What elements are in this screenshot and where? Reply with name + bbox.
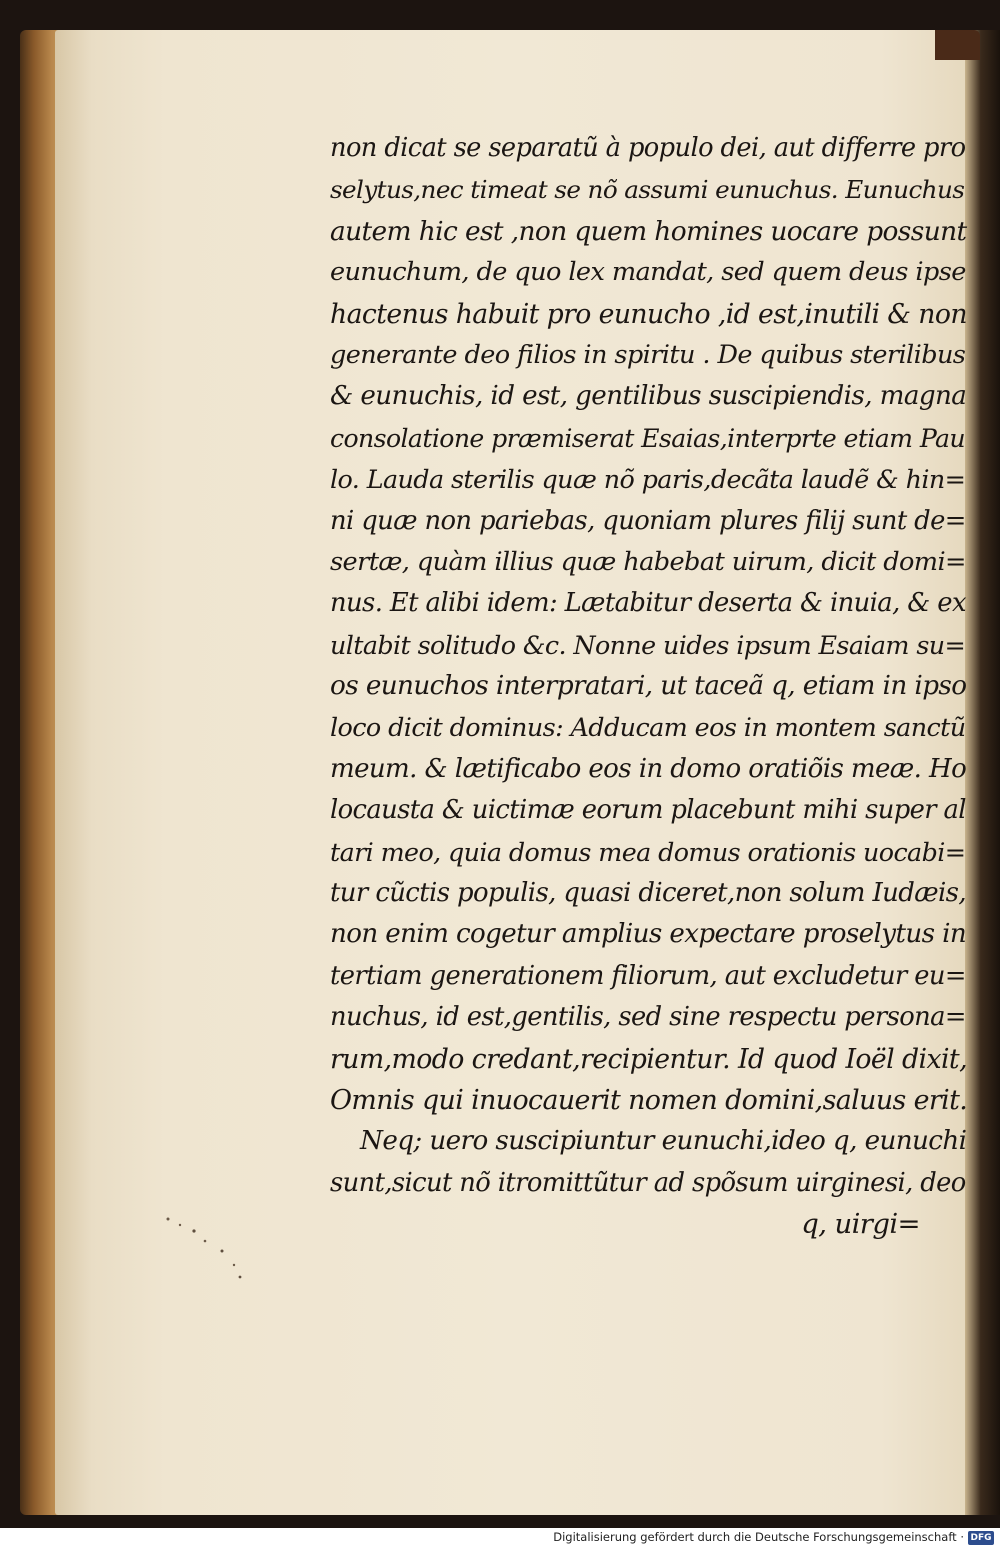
text-line: non dicat se separatũ à populo dei, aut differre pro: [330, 133, 966, 163]
text-line: lo. Lauda sterilis quæ nõ paris,decãta laudẽ & hin=: [330, 464, 966, 495]
text-line: sertæ, quàm illius quæ habebat uirum, dicit domi=: [330, 546, 966, 577]
text-line: loco dicit dominus: Adducam eos in montem sanctũ: [330, 712, 966, 743]
text-line: autem hic est ,non quem homines uocare possunt: [330, 215, 967, 247]
book-corner: [935, 30, 980, 60]
text-line: meum. & lætificabo eos in domo oratiõis meæ. Ho: [330, 753, 967, 784]
page-text: [330, 128, 970, 1246]
text-line: selytus,nec timeat se nõ assumi eunuchus. Eunuchus: [330, 175, 965, 205]
footer-credit: Digitalisierung gefördert durch die Deutsche Forschungsgemeinschaft ·: [553, 1530, 964, 1544]
text-line: sunt,sicut nõ itromittũtur ad spõsum uirginesi, deo: [330, 1167, 966, 1198]
text-line: locausta & uictimæ eorum placebunt mihi super al: [330, 795, 966, 826]
catchword: q, uirgi=: [801, 1208, 920, 1241]
page-gutter-shadow: [965, 30, 1000, 1515]
footer-bar: [0, 1528, 1000, 1549]
text-line: non enim cogetur amplius expectare proselytus in: [330, 919, 967, 950]
text-line: Omnis qui inuocauerit nomen domini,saluus erit.: [330, 1084, 968, 1116]
text-line: rum,modo credant,recipientur. Id quod Ioël dixit,: [330, 1043, 967, 1075]
text-line: tertiam generationem filiorum, aut excludetur eu=: [330, 960, 966, 991]
text-line: consolatione præmiserat Esaias,interprte etiam Pau: [330, 423, 966, 453]
dfg-logo-icon: DFG: [968, 1531, 994, 1545]
text-line: nus. Et alibi idem: Lætabitur deserta & inuia, & ex: [330, 588, 966, 619]
paper-specks: [160, 1215, 250, 1285]
text-line: eunuchum, de quo lex mandat, sed quem deus ipse: [330, 257, 966, 288]
paragraph-first-line: Neq; uero suscipiuntur eunuchi,ideo q, eunuchi: [360, 1126, 967, 1157]
text-line: nuchus, id est,gentilis, sed sine respectu persona=: [330, 1002, 966, 1033]
text-line: hactenus habuit pro eunucho ,id est,inutili & non: [330, 298, 967, 330]
text-line: ultabit solitudo &c. Nonne uides ipsum Esaiam su=: [330, 629, 966, 660]
text-line: & eunuchis, id est, gentilibus suscipiendis, magna: [330, 381, 967, 412]
text-line: os eunuchos interpratari, ut taceã q, etiam in ipso: [330, 671, 967, 702]
text-line: ni quæ non pariebas, quoniam plures filij sunt de=: [330, 505, 966, 536]
text-line: tari meo, quia domus mea domus orationis uocabi=: [330, 836, 966, 867]
text-line: generante deo filios in spiritu . De quibus sterilibus: [330, 339, 966, 370]
text-line: tur cũctis populis, quasi diceret,non solum Iudæis,: [330, 878, 966, 909]
